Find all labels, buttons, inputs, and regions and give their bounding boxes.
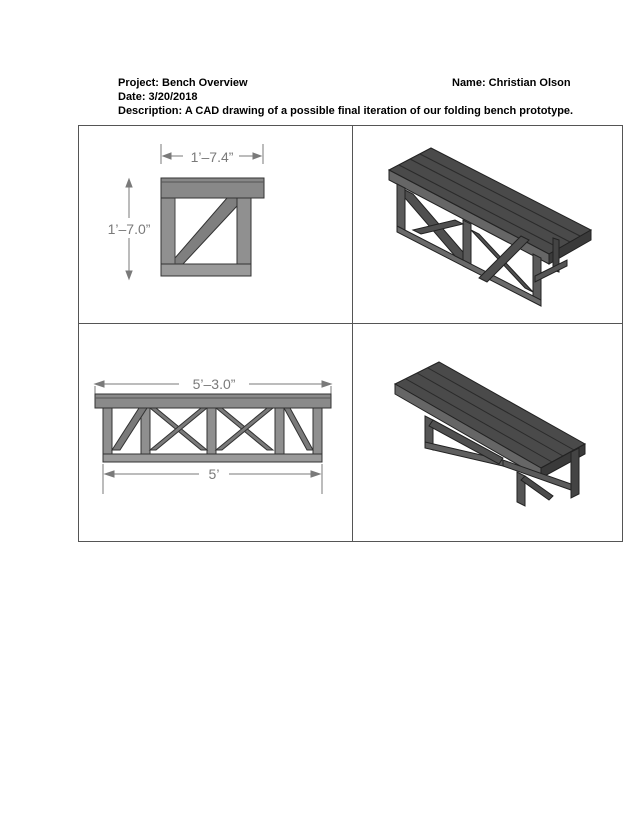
- height-label: 1’–7.0”: [107, 221, 151, 237]
- folded-view-panel: [352, 323, 623, 542]
- side-frame: [161, 178, 264, 276]
- overall-label: 5’–3.0”: [192, 376, 236, 392]
- iso-bench: [389, 148, 591, 306]
- front-frame: [95, 394, 331, 462]
- side-view-panel: [78, 125, 353, 324]
- width-label: 1’–7.4”: [190, 149, 234, 165]
- isometric-view-drawing: [353, 126, 624, 325]
- description-line: Description: A CAD drawing of a possible final iteration of our folding bench prototype.: [118, 105, 574, 117]
- isometric-view-panel: [352, 125, 623, 324]
- length-label: 5’: [208, 466, 220, 482]
- side-view-drawing: [79, 126, 354, 325]
- folded-view-drawing: [353, 324, 624, 543]
- front-view-panel: [78, 323, 353, 542]
- author-name: Name: Christian Olson: [452, 77, 571, 89]
- front-view-drawing: [79, 324, 354, 543]
- folded-bench: [395, 362, 585, 506]
- project-title: Project: Bench Overview: [118, 77, 248, 89]
- date-line: Date: 3/20/2018: [118, 91, 198, 103]
